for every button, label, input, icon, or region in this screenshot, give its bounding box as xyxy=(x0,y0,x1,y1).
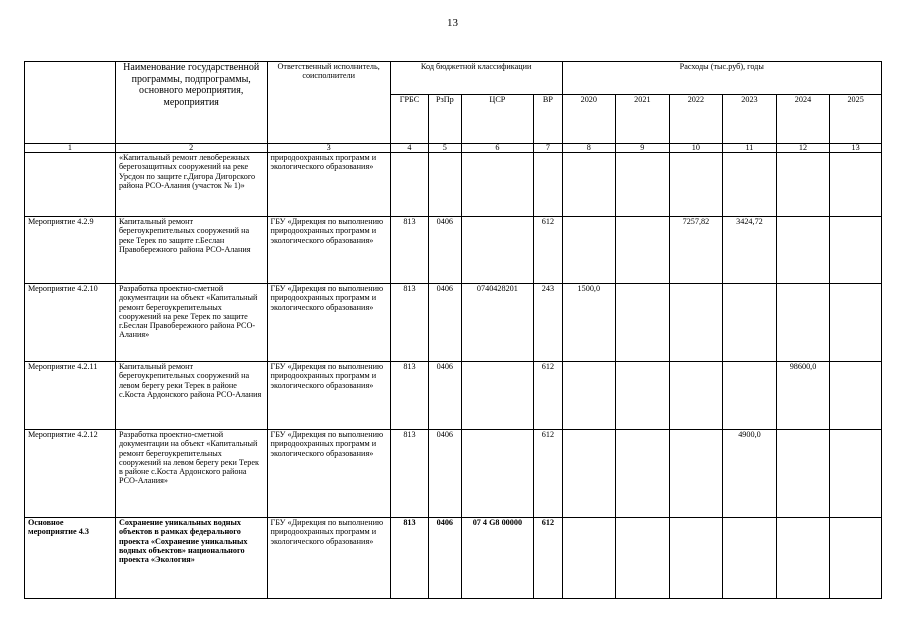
cell-2022: 7257,82 xyxy=(669,217,723,284)
column-index: 10 xyxy=(669,144,723,153)
header-vr: ВР xyxy=(534,95,562,144)
cell-2022 xyxy=(669,153,723,217)
header-responsible: Ответственный исполнитель, соисполнители xyxy=(267,62,390,144)
column-index: 13 xyxy=(830,144,882,153)
cell-grbs: 813 xyxy=(390,217,428,284)
row-name: Капитальный ремонт берегоукрепительных сооружений на реке Терек по защите г.Беслан Правобережного района РСО-Алания xyxy=(115,217,267,284)
cell-rzpr: 0406 xyxy=(429,217,461,284)
row-responsible: ГБУ «Дирекция по выполнению природоохранных программ и экологического образования» xyxy=(267,518,390,599)
cell-vr: 612 xyxy=(534,362,562,430)
cell-2020 xyxy=(562,430,616,518)
cell-rzpr: 0406 xyxy=(429,362,461,430)
cell-csr xyxy=(461,153,534,217)
column-index: 1 xyxy=(25,144,116,153)
row-responsible: природоохранных программ и экологического образования» xyxy=(267,153,390,217)
header-year-2025: 2025 xyxy=(830,95,882,144)
row-label: Мероприятие 4.2.9 xyxy=(25,217,116,284)
cell-grbs: 813 xyxy=(390,430,428,518)
cell-grbs xyxy=(390,153,428,217)
column-index: 3 xyxy=(267,144,390,153)
cell-2021 xyxy=(616,362,670,430)
cell-rzpr xyxy=(429,153,461,217)
cell-vr xyxy=(534,153,562,217)
cell-rzpr: 0406 xyxy=(429,430,461,518)
table-row xyxy=(25,430,882,518)
header-csr: ЦСР xyxy=(461,95,534,144)
cell-rzpr: 0406 xyxy=(429,284,461,362)
cell-2024 xyxy=(776,430,830,518)
row-name: «Капитальный ремонт левобережных берегозащитных сооружений на реке Урсдон по защите г.Дигора Дигорского района РСО-Алания (участок № 1)» xyxy=(115,153,267,217)
cell-2022 xyxy=(669,430,723,518)
header-year-2024: 2024 xyxy=(776,95,830,144)
row-name: Разработка проектно-сметной документации на объект «Капитальный ремонт берегоукрепительных сооружений на реке Терек по защите г.Беслан Правобережного района РСО-Алания» xyxy=(115,284,267,362)
cell-grbs: 813 xyxy=(390,284,428,362)
cell-2025 xyxy=(830,284,882,362)
header-grbs: ГРБС xyxy=(390,95,428,144)
cell-2021 xyxy=(616,217,670,284)
cell-grbs: 813 xyxy=(390,518,428,599)
column-index: 2 xyxy=(115,144,267,153)
cell-2023 xyxy=(723,362,777,430)
row-label: Мероприятие 4.2.12 xyxy=(25,430,116,518)
table-row xyxy=(25,153,882,217)
header-rzpr: РзПр xyxy=(429,95,461,144)
cell-2022 xyxy=(669,362,723,430)
cell-csr xyxy=(461,362,534,430)
cell-2024 xyxy=(776,153,830,217)
row-name: Сохранение уникальных водных объектов в рамках федерального проекта «Сохранение уникальных водных объектов» национального проекта «Экология» xyxy=(115,518,267,599)
row-label: Мероприятие 4.2.10 xyxy=(25,284,116,362)
column-index-row xyxy=(25,144,882,153)
column-index: 8 xyxy=(562,144,616,153)
cell-2024 xyxy=(776,284,830,362)
cell-2023 xyxy=(723,153,777,217)
column-index: 11 xyxy=(723,144,777,153)
cell-2023: 4900,0 xyxy=(723,430,777,518)
cell-2023: 3424,72 xyxy=(723,217,777,284)
header-name: Наименование государственной программы, подпрограммы, основного мероприятия, мероприятия xyxy=(115,62,267,144)
cell-2021 xyxy=(616,430,670,518)
row-label xyxy=(25,153,116,217)
cell-2024 xyxy=(776,518,830,599)
table-row xyxy=(25,217,882,284)
cell-2022 xyxy=(669,284,723,362)
cell-vr: 612 xyxy=(534,430,562,518)
header-year-2023: 2023 xyxy=(723,95,777,144)
cell-2020 xyxy=(562,362,616,430)
row-name: Разработка проектно-сметной документации на объект «Капитальный ремонт берегоукрепительных сооружений на левом берегу реки Терек в районе с.Коста Ардонского района РСО-Алания» xyxy=(115,430,267,518)
cell-2025 xyxy=(830,518,882,599)
cell-2020: 1500,0 xyxy=(562,284,616,362)
row-label: Основное мероприятие 4.3 xyxy=(25,518,116,599)
cell-2024: 98600,0 xyxy=(776,362,830,430)
cell-grbs: 813 xyxy=(390,362,428,430)
column-index: 5 xyxy=(429,144,461,153)
column-index: 12 xyxy=(776,144,830,153)
header-empty xyxy=(25,62,116,144)
cell-2021 xyxy=(616,153,670,217)
header-year-2022: 2022 xyxy=(669,95,723,144)
table-row xyxy=(25,518,882,599)
cell-vr: 612 xyxy=(534,217,562,284)
row-responsible: ГБУ «Дирекция по выполнению природоохранных программ и экологического образования» xyxy=(267,430,390,518)
column-index: 4 xyxy=(390,144,428,153)
budget-table xyxy=(24,61,882,599)
cell-2025 xyxy=(830,153,882,217)
header-budget-code: Код бюджетной классификации xyxy=(390,62,562,95)
row-responsible: ГБУ «Дирекция по выполнению природоохранных программ и экологического образования» xyxy=(267,362,390,430)
table-row xyxy=(25,362,882,430)
column-index: 6 xyxy=(461,144,534,153)
cell-csr xyxy=(461,217,534,284)
cell-2025 xyxy=(830,430,882,518)
header-year-2020: 2020 xyxy=(562,95,616,144)
table-row xyxy=(25,284,882,362)
cell-vr: 612 xyxy=(534,518,562,599)
cell-csr xyxy=(461,430,534,518)
cell-2021 xyxy=(616,284,670,362)
row-label: Мероприятие 4.2.11 xyxy=(25,362,116,430)
page-number: 13 xyxy=(447,17,458,29)
cell-2020 xyxy=(562,153,616,217)
cell-2023 xyxy=(723,518,777,599)
row-responsible: ГБУ «Дирекция по выполнению природоохранных программ и экологического образования» xyxy=(267,284,390,362)
cell-2025 xyxy=(830,362,882,430)
header-expenses: Расходы (тыс.руб), годы xyxy=(562,62,881,95)
cell-2024 xyxy=(776,217,830,284)
cell-2020 xyxy=(562,217,616,284)
column-index: 7 xyxy=(534,144,562,153)
cell-2023 xyxy=(723,284,777,362)
cell-csr: 07 4 G8 00000 xyxy=(461,518,534,599)
column-index: 9 xyxy=(616,144,670,153)
cell-2020 xyxy=(562,518,616,599)
cell-vr: 243 xyxy=(534,284,562,362)
cell-2022 xyxy=(669,518,723,599)
cell-rzpr: 0406 xyxy=(429,518,461,599)
cell-2021 xyxy=(616,518,670,599)
cell-csr: 0740428201 xyxy=(461,284,534,362)
row-name: Капитальный ремонт берегоукрепительных сооружений на левом берегу реки Терек в районе с.Коста Ардонского района РСО-Алания xyxy=(115,362,267,430)
header-year-2021: 2021 xyxy=(616,95,670,144)
cell-2025 xyxy=(830,217,882,284)
row-responsible: ГБУ «Дирекция по выполнению природоохранных программ и экологического образования» xyxy=(267,217,390,284)
